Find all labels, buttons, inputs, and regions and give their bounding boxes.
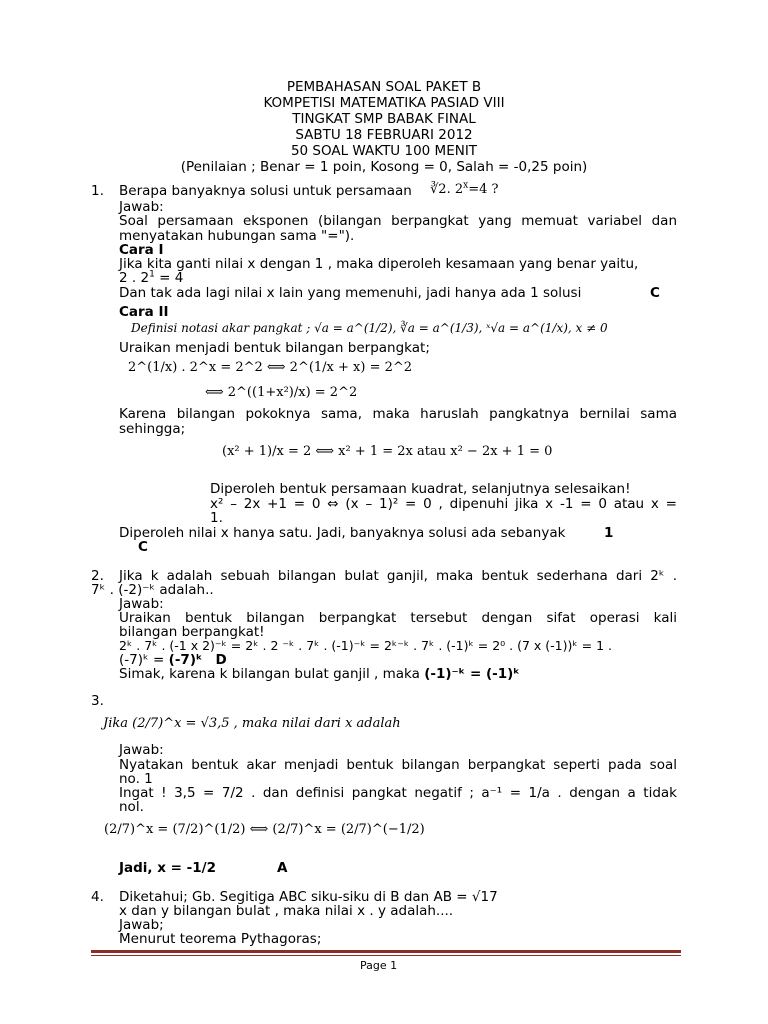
q1-cara-1-heading: Cara I <box>119 242 164 258</box>
title-line-2: KOMPETISI MATEMATIKA PASIAD VIII <box>263 95 505 111</box>
q1-cara-1-line-c: Dan tak ada lagi nilai x lain yang memenuhi, jadi hanya ada 1 solusi <box>119 285 582 301</box>
q4-jawab: Jawab; <box>119 917 164 933</box>
q1-karena-b: sehingga; <box>119 421 186 437</box>
title-line-1: PEMBAHASAN SOAL PAKET B <box>286 79 482 95</box>
q3-ingat-b: nol. <box>119 799 144 815</box>
q1-number: 1. <box>91 183 104 199</box>
q1-cara-1-line-a: Jika kita ganti nilai x dengan 1 , maka diperoleh kesamaan yang benar yaitu, <box>119 256 639 272</box>
q2-calculation-2: (-7)ᵏ = (-7)ᵏ D <box>119 652 227 668</box>
q2-jawab: Jawab: <box>119 596 164 612</box>
title-line-3: TINGKAT SMP BABAK FINAL <box>292 111 476 127</box>
q1-conclusion: Diperoleh nilai x hanya satu. Jadi, banyaknya solusi ada sebanyak <box>119 525 566 541</box>
q3-para-a: Nyatakan bentuk akar menjadi bentuk bilangan berpangkat seperti pada soal <box>119 757 677 773</box>
q1-conclusion-number: 1 <box>604 525 614 541</box>
q3-step: (2/7)^x = (7/2)^(1/2) ⟺ (2/7)^x = (2/7)^(−1/2) <box>104 822 425 837</box>
title-line-4: SABTU 18 FEBRUARI 2012 <box>295 127 473 143</box>
q1-equation: ∛2. $2^x=4$ ? <box>430 180 499 197</box>
q3-ingat-a: Ingat ! 3,5 = 7/2 . dan definisi pangkat negatif ; a⁻¹ = 1/a . dengan a tidak <box>119 785 677 801</box>
q4-question-b: x dan y bilangan bulat , maka nilai x . y adalah.... <box>119 903 454 919</box>
footer-rule-thick <box>91 950 681 953</box>
q3-jawab: Jawab: <box>119 742 164 758</box>
q1-step-3: (x² + 1)/x = 2 ⟺ x² + 1 = 2x atau x² − 2x + 1 = 0 <box>222 444 553 459</box>
q1-step-2: ⟺ 2^((1+x²)/x) = 2^2 <box>205 385 358 400</box>
q3-equation: Jika (2/7)^x = √3,5 , maka nilai dari x adalah <box>103 716 401 731</box>
title-line-6: (Penilaian ; Benar = 1 poin, Kosong = 0, Salah = -0,25 poin) <box>180 159 588 175</box>
q3-para-b: no. 1 <box>119 771 153 787</box>
q1-question: Berapa banyaknya solusi untuk persamaan <box>119 183 412 199</box>
q2-question-b: 7ᵏ . (-2)⁻ᵏ adalah.. <box>91 582 214 598</box>
q1-kuadrat-solve-b: 1. <box>210 510 223 526</box>
q3-jadi: Jadi, x = -1/2 <box>119 860 216 876</box>
q1-cara-2-heading: Cara II <box>119 304 169 320</box>
q1-jawab: Jawab: <box>119 199 164 215</box>
q3-answer: A <box>277 860 288 876</box>
q4-pythagoras: Menurut teorema Pythagoras; <box>119 931 322 947</box>
title-line-5: 50 SOAL WAKTU 100 MENIT <box>290 143 478 159</box>
q1-kuadrat-intro: Diperoleh bentuk persamaan kuadrat, selanjutnya selesaikan! <box>210 481 631 497</box>
q2-question-a: Jika k adalah sebuah bilangan bulat ganjil, maka bentuk sederhana dari 2ᵏ . <box>119 568 677 584</box>
q1-answer: C <box>138 539 148 555</box>
q1-para-1a: Soal persamaan eksponen (bilangan berpangkat yang memuat variabel dan <box>119 213 677 229</box>
q1-uraikan: Uraikan menjadi bentuk bilangan berpangkat; <box>119 340 430 356</box>
q1-definition: Definisi notasi akar pangkat ; √a = a^(1/2), ∛a = a^(1/3), ˣ√a = a^(1/x), x ≠ 0 <box>131 321 608 335</box>
q1-cara-1-line-b: 2 . $2^1 = 4$ <box>119 269 184 286</box>
q1-cara-1-answer: C <box>650 285 660 301</box>
q1-step-1: 2^(1/x) . 2^x = 2^2 ⟺ 2^(1/x + x) = 2^2 <box>128 360 413 375</box>
q2-para-a: Uraikan bentuk bilangan berpangkat tersebut dengan sifat operasi kali <box>119 610 677 626</box>
q2-para-b: bilangan berpangkat! <box>119 624 265 640</box>
q1-kuadrat-solve-a: x² – 2x +1 = 0 ⇔ (x – 1)² = 0 , dipenuhi jika x -1 = 0 atau x = <box>210 496 677 512</box>
q4-number: 4. <box>91 889 104 905</box>
footer-rule-thin <box>91 955 681 956</box>
q1-para-1b: menyatakan hubungan sama "="). <box>119 228 355 244</box>
q2-calculation: 2ᵏ . 7ᵏ . (-1 x 2)⁻ᵏ = 2ᵏ . 2 ⁻ᵏ . 7ᵏ . (-1)⁻ᵏ = 2ᵏ⁻ᵏ . 7ᵏ . (-1)ᵏ = 2⁰ . (7 x (-1))ᵏ = 1 . <box>119 638 613 653</box>
q2-number: 2. <box>91 568 104 584</box>
page-number: Page 1 <box>360 959 398 972</box>
q4-question-a: Diketahui; Gb. Segitiga ABC siku-siku di B dan AB = √17 <box>119 889 498 905</box>
q3-number: 3. <box>91 693 104 709</box>
q1-karena-a: Karena bilangan pokoknya sama, maka haruslah pangkatnya bernilai sama <box>119 406 677 422</box>
q2-simak: Simak, karena k bilangan bulat ganjil , maka (-1)⁻ᵏ = (-1)ᵏ <box>119 666 520 682</box>
